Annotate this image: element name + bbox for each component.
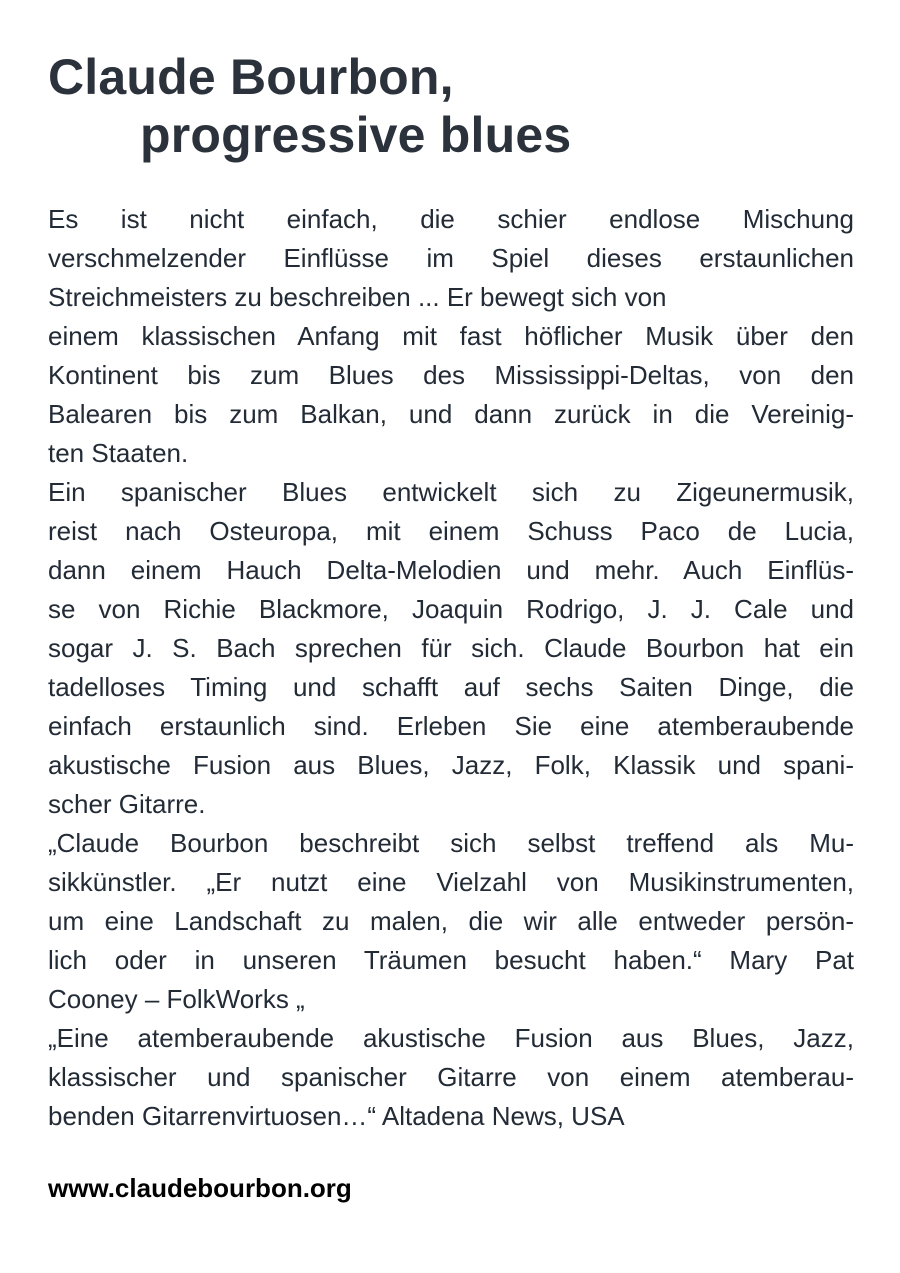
paragraph-quote-altadena: [48, 1019, 854, 1136]
text-line: scher Gitarre.: [48, 789, 206, 819]
text-line: sikkünstler. „Er nutzt eine Vielzahl von Musikinstrumenten,: [48, 867, 854, 897]
text-line: lich oder in unseren Träumen besucht haben.“ Mary Pat: [48, 945, 854, 975]
text-line: benden Gitarrenvirtuosen…“ Altadena News, USA: [48, 1101, 625, 1131]
body-text: [48, 200, 854, 1136]
text-line: tadelloses Timing und schafft auf sechs Saiten Dinge, die: [48, 672, 854, 702]
text-line: klassischer und spanischer Gitarre von einem atemberau-: [48, 1062, 854, 1092]
text-line: Es ist nicht einfach, die schier endlose Mischung: [48, 204, 854, 234]
text-line: „Eine atemberaubende akustische Fusion aus Blues, Jazz,: [48, 1023, 854, 1053]
paragraph-influences: [48, 473, 854, 824]
text-line: sogar J. S. Bach sprechen für sich. Claude Bourbon hat ein: [48, 633, 854, 663]
text-line: reist nach Osteuropa, mit einem Schuss Paco de Lucia,: [48, 516, 854, 546]
text-line: Streichmeisters zu beschreiben ... Er bewegt sich von: [48, 282, 667, 312]
text-line: Kontinent bis zum Blues des Mississippi-Deltas, von den: [48, 360, 854, 390]
text-line: ten Staaten.: [48, 438, 189, 468]
text-line: um eine Landschaft zu malen, die wir alle entweder persön-: [48, 906, 854, 936]
text-line: „Claude Bourbon beschreibt sich selbst treffend als Mu-: [48, 828, 854, 858]
title-line-2: progressive blues: [140, 107, 572, 163]
paragraph-quote-folkworks: [48, 824, 854, 1019]
website-link[interactable]: www.claudebourbon.org: [48, 1173, 352, 1203]
text-line: Ein spanischer Blues entwickelt sich zu Zigeunermusik,: [48, 477, 854, 507]
text-line: verschmelzender Einflüsse im Spiel dieses erstaunlichen: [48, 243, 854, 273]
text-line: Cooney – FolkWorks „: [48, 984, 305, 1014]
text-line: dann einem Hauch Delta-Melodien und mehr. Auch Einflüs-: [48, 555, 854, 585]
title-line-1: Claude Bourbon,: [48, 49, 454, 105]
text-line: se von Richie Blackmore, Joaquin Rodrigo, J. J. Cale und: [48, 594, 854, 624]
text-line: einfach erstaunlich sind. Erleben Sie eine atemberaubende: [48, 711, 854, 741]
paragraph-intro: [48, 200, 854, 473]
page-title: [48, 48, 854, 164]
text-line: Balearen bis zum Balkan, und dann zurück in die Vereinig-: [48, 399, 854, 429]
text-line: einem klassischen Anfang mit fast höflicher Musik über den: [48, 321, 854, 351]
text-line: akustische Fusion aus Blues, Jazz, Folk, Klassik und spani-: [48, 750, 854, 780]
document-page: [48, 48, 854, 1136]
